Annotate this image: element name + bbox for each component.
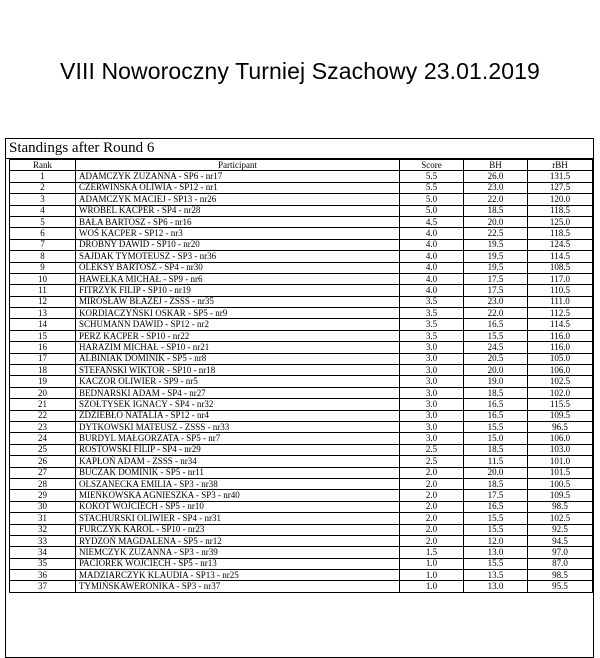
table-row [10,456,593,467]
rank-cell: 1 [10,171,76,182]
rank-cell: 9 [10,262,76,273]
rbh-cell: 114.5 [528,319,593,330]
rbh-cell: 127.5 [528,182,593,193]
rbh-cell: 109.5 [528,490,593,501]
table-row [10,285,593,296]
bh-cell: 16.5 [464,410,528,421]
score-cell: 2.0 [400,467,464,478]
bh-cell: 16.5 [464,399,528,410]
rbh-cell: 120.0 [528,194,593,205]
rbh-cell: 98.5 [528,501,593,512]
rbh-cell: 111.0 [528,296,593,307]
participant-cell: ZDZIEBŁO NATALIA - SP12 - nr4 [76,410,400,421]
table-row [10,228,593,239]
score-cell: 3.0 [400,399,464,410]
score-cell: 3.0 [400,433,464,444]
rbh-cell: 102.0 [528,387,593,398]
rbh-cell: 92.5 [528,524,593,535]
rank-cell: 31 [10,513,76,524]
rbh-cell: 116.0 [528,330,593,341]
score-cell: 3.0 [400,376,464,387]
rank-cell: 3 [10,194,76,205]
rank-cell: 33 [10,535,76,546]
score-cell: 1.0 [400,581,464,592]
bh-cell: 18.5 [464,478,528,489]
participant-cell: SZOŁTYSEK IGNACY - SP4 - nr32 [76,399,400,410]
participant-cell: MADZIARCZYK KLAUDIA - SP13 - nr25 [76,570,400,581]
bh-cell: 13.0 [464,581,528,592]
score-cell: 2.0 [400,478,464,489]
table-row [10,547,593,558]
participant-cell: BURDYL MAŁGORZATA - SP5 - nr7 [76,433,400,444]
bh-cell: 22.5 [464,228,528,239]
score-cell: 4.0 [400,273,464,284]
table-row [10,524,593,535]
bh-cell: 22.0 [464,308,528,319]
table-header-row [10,160,593,171]
table-row [10,330,593,341]
score-cell: 3.0 [400,365,464,376]
rank-cell: 2 [10,182,76,193]
participant-cell: TYMIŃSKAWERONIKA - SP3 - nr37 [76,581,400,592]
rank-cell: 6 [10,228,76,239]
score-cell: 5.0 [400,205,464,216]
bh-cell: 19.5 [464,239,528,250]
bh-cell: 15.0 [464,433,528,444]
table-row [10,444,593,455]
bh-cell: 17.5 [464,490,528,501]
table-row [10,216,593,227]
participant-cell: PERZ KACPER - SP10 - nr22 [76,330,400,341]
participant-cell: DROBNY DAWID - SP10 - nr20 [76,239,400,250]
score-cell: 3.0 [400,410,464,421]
rank-cell: 30 [10,501,76,512]
participant-cell: ADAMCZYK ZUZANNA - SP6 - nr17 [76,171,400,182]
bh-cell: 20.5 [464,353,528,364]
bh-cell: 15.5 [464,421,528,432]
rbh-cell: 117.0 [528,273,593,284]
participant-cell: BAŁA BARTOSZ - SP6 - nr16 [76,216,400,227]
rbh-cell: 109.5 [528,410,593,421]
score-cell: 3.5 [400,330,464,341]
header-bh: BH [464,160,528,171]
participant-cell: FITRZYK FILIP - SP10 - nr19 [76,285,400,296]
table-row [10,433,593,444]
bh-cell: 26.0 [464,171,528,182]
rbh-cell: 94.5 [528,535,593,546]
document-title: VIII Noworoczny Turniej Szachowy 23.01.2019 [60,58,540,84]
rank-cell: 32 [10,524,76,535]
bh-cell: 20.0 [464,216,528,227]
bh-cell: 19.0 [464,376,528,387]
score-cell: 2.0 [400,535,464,546]
participant-cell: ROSTOWSKI FILIP - SP4 - nr29 [76,444,400,455]
rbh-cell: 87.0 [528,558,593,569]
participant-cell: MIEŃKOWSKA AGNIESZKA - SP3 - nr40 [76,490,400,501]
rank-cell: 18 [10,365,76,376]
table-row [10,478,593,489]
participant-cell: MIROSŁAW BŁAŻEJ - ZSSS - nr35 [76,296,400,307]
score-cell: 4.0 [400,262,464,273]
bh-cell: 19.5 [464,262,528,273]
rbh-cell: 106.0 [528,433,593,444]
bh-cell: 15.5 [464,558,528,569]
bh-cell: 23.0 [464,182,528,193]
participant-cell: STACHURSKI OLIWIER - SP4 - nr31 [76,513,400,524]
rank-cell: 34 [10,547,76,558]
rbh-cell: 131.5 [528,171,593,182]
rank-cell: 29 [10,490,76,501]
rbh-cell: 102.5 [528,376,593,387]
score-cell: 4.0 [400,239,464,250]
bh-cell: 18.5 [464,387,528,398]
score-cell: 3.5 [400,319,464,330]
header-rank: Rank [10,160,76,171]
bh-cell: 12.0 [464,535,528,546]
participant-cell: BUCZAK DOMINIK - SP5 - nr11 [76,467,400,478]
table-row [10,558,593,569]
rbh-cell: 125.0 [528,216,593,227]
participant-cell: NIEMCZYK ZUZANNA - SP3 - nr39 [76,547,400,558]
table-row [10,581,593,592]
bh-cell: 15.5 [464,330,528,341]
bh-cell: 15.5 [464,524,528,535]
rank-cell: 21 [10,399,76,410]
rank-cell: 7 [10,239,76,250]
score-cell: 1.0 [400,570,464,581]
table-row [10,513,593,524]
participant-cell: SAJDAK TYMOTEUSZ - SP3 - nr36 [76,251,400,262]
table-row [10,182,593,193]
rank-cell: 16 [10,342,76,353]
bh-cell: 18.5 [464,205,528,216]
bh-cell: 23.0 [464,296,528,307]
rbh-cell: 96.5 [528,421,593,432]
rank-cell: 8 [10,251,76,262]
table-row [10,399,593,410]
score-cell: 4.0 [400,228,464,239]
rbh-cell: 115.5 [528,399,593,410]
table-row [10,467,593,478]
rbh-cell: 100.5 [528,478,593,489]
score-cell: 2.0 [400,524,464,535]
participant-cell: FURCZYK KAROL - SP10 - nr23 [76,524,400,535]
score-cell: 2.5 [400,456,464,467]
score-cell: 2.5 [400,444,464,455]
standings-subtitle: Standings after Round 6 [6,139,593,159]
table-row [10,262,593,273]
rank-cell: 22 [10,410,76,421]
participant-cell: OLSZANECKA EMILIA - SP3 - nr38 [76,478,400,489]
rank-cell: 5 [10,216,76,227]
table-row [10,353,593,364]
rank-cell: 23 [10,421,76,432]
score-cell: 5.5 [400,171,464,182]
score-cell: 3.5 [400,296,464,307]
table-row [10,387,593,398]
table-row [10,194,593,205]
bh-cell: 22.0 [464,194,528,205]
bh-cell: 11.5 [464,456,528,467]
score-cell: 3.0 [400,353,464,364]
rank-cell: 28 [10,478,76,489]
rbh-cell: 95.5 [528,581,593,592]
table-row [10,535,593,546]
table-row [10,501,593,512]
table-row [10,376,593,387]
table-row [10,239,593,250]
bh-cell: 13.0 [464,547,528,558]
rbh-cell: 112.5 [528,308,593,319]
participant-cell: KOKOT WOJCIECH - SP5 - nr10 [76,501,400,512]
rank-cell: 11 [10,285,76,296]
table-row [10,251,593,262]
bh-cell: 17.5 [464,285,528,296]
bh-cell: 18.5 [464,444,528,455]
bh-cell: 20.0 [464,365,528,376]
header-participant: Participant [76,160,400,171]
table-row [10,490,593,501]
rank-cell: 14 [10,319,76,330]
score-cell: 3.5 [400,308,464,319]
rank-cell: 24 [10,433,76,444]
score-cell: 2.0 [400,513,464,524]
table-row [10,410,593,421]
rank-cell: 26 [10,456,76,467]
rank-cell: 12 [10,296,76,307]
standings-table [9,159,593,593]
bh-cell: 15.5 [464,513,528,524]
rank-cell: 17 [10,353,76,364]
participant-cell: KAPŁOŃ ADAM - ZSSS - nr34 [76,456,400,467]
rbh-cell: 97.0 [528,547,593,558]
rank-cell: 13 [10,308,76,319]
bh-cell: 16.5 [464,319,528,330]
table-row [10,421,593,432]
rank-cell: 15 [10,330,76,341]
participant-cell: KACZOR OLIWIER - SP9 - nr5 [76,376,400,387]
rbh-cell: 124.5 [528,239,593,250]
bh-cell: 17.5 [464,273,528,284]
rank-cell: 20 [10,387,76,398]
rank-cell: 27 [10,467,76,478]
participant-cell: RYDZOŃ MAGDALENA - SP5 - nr12 [76,535,400,546]
rank-cell: 4 [10,205,76,216]
rank-cell: 10 [10,273,76,284]
standings-panel [5,138,594,658]
bh-cell: 16.5 [464,501,528,512]
rank-cell: 19 [10,376,76,387]
score-cell: 5.0 [400,194,464,205]
score-cell: 4.0 [400,251,464,262]
rbh-cell: 102.5 [528,513,593,524]
participant-cell: WRÓBEL KACPER - SP4 - nr28 [76,205,400,216]
rbh-cell: 114.5 [528,251,593,262]
rbh-cell: 105.0 [528,353,593,364]
rbh-cell: 118.5 [528,205,593,216]
participant-cell: STEFAŃSKI WIKTOR - SP10 - nr18 [76,365,400,376]
score-cell: 2.0 [400,490,464,501]
participant-cell: PACIOREK WOJCIECH - SP5 - nr13 [76,558,400,569]
participant-cell: ADAMCZYK MACIEJ - SP13 - nr26 [76,194,400,205]
table-row [10,570,593,581]
score-cell: 3.0 [400,342,464,353]
rbh-cell: 101.5 [528,467,593,478]
header-rbh: rBH [528,160,593,171]
rbh-cell: 106.0 [528,365,593,376]
bh-cell: 24.5 [464,342,528,353]
table-row [10,342,593,353]
table-row [10,319,593,330]
table-row [10,171,593,182]
bh-cell: 19.5 [464,251,528,262]
table-row [10,205,593,216]
table-row [10,296,593,307]
rank-cell: 25 [10,444,76,455]
rbh-cell: 101.0 [528,456,593,467]
header-score: Score [400,160,464,171]
participant-cell: CZERWIŃSKA OLIWIA - SP12 - nr1 [76,182,400,193]
rbh-cell: 116.0 [528,342,593,353]
score-cell: 2.0 [400,501,464,512]
rbh-cell: 118.5 [528,228,593,239]
table-row [10,365,593,376]
score-cell: 1.0 [400,558,464,569]
participant-cell: SCHUMANN DAWID - SP12 - nr2 [76,319,400,330]
table-row [10,273,593,284]
bh-cell: 20.0 [464,467,528,478]
rbh-cell: 108.5 [528,262,593,273]
score-cell: 4.5 [400,216,464,227]
table-row [10,308,593,319]
score-cell: 1.5 [400,547,464,558]
score-cell: 4.0 [400,285,464,296]
participant-cell: KORDIACZYŃSKI OSKAR - SP5 - nr9 [76,308,400,319]
score-cell: 5.5 [400,182,464,193]
participant-cell: WOŚ KACPER - SP12 - nr3 [76,228,400,239]
bh-cell: 13.5 [464,570,528,581]
participant-cell: DYTKOWSKI MATEUSZ - ZSSS - nr33 [76,421,400,432]
rbh-cell: 98.5 [528,570,593,581]
rbh-cell: 110.5 [528,285,593,296]
participant-cell: BEDNARSKI ADAM - SP4 - nr27 [76,387,400,398]
score-cell: 3.0 [400,421,464,432]
participant-cell: HAWEŁKA MICHAŁ - SP9 - nr6 [76,273,400,284]
rbh-cell: 103.0 [528,444,593,455]
participant-cell: ALBINIAK DOMINIK - SP5 - nr8 [76,353,400,364]
score-cell: 3.0 [400,387,464,398]
participant-cell: HARAZIM MICHAŁ - SP10 - nr21 [76,342,400,353]
participant-cell: OLEKSY BARTOSZ - SP4 - nr30 [76,262,400,273]
rank-cell: 37 [10,581,76,592]
rank-cell: 35 [10,558,76,569]
rank-cell: 36 [10,570,76,581]
